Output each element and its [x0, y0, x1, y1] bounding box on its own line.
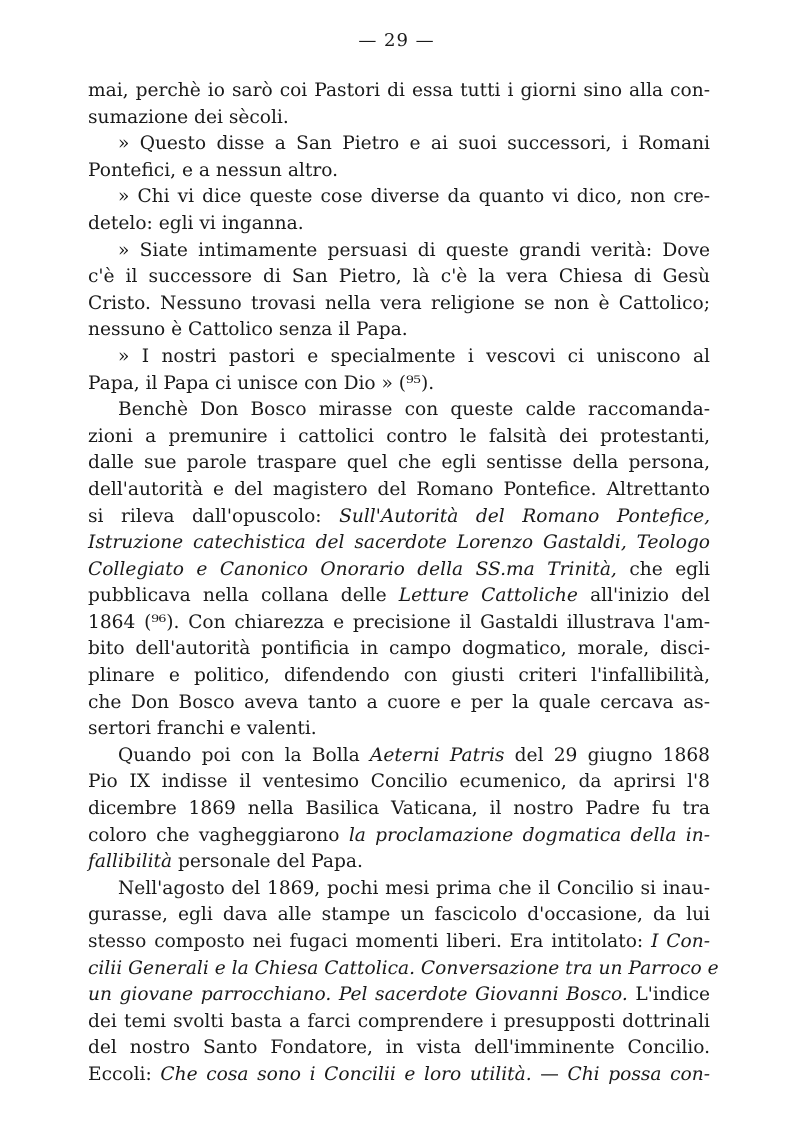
- text-line: che Don Bosco aveva tanto a cuore e per la quale cercava as-: [88, 691, 710, 713]
- text-line: dei temi svolti basta a farci comprendere i presupposti dottrinali: [88, 1010, 710, 1032]
- text-line: stesso composto nei fugaci momenti liberi. Era intitolato: I Con-: [88, 931, 710, 952]
- text-line: Nell'agosto del 1869, pochi mesi prima che il Concilio si inau-: [118, 877, 710, 899]
- text-line: si rileva dall'opuscolo: Sull'Autorità del Romano Pontefice,: [88, 505, 710, 527]
- text-line: dicembre 1869 nella Basilica Vaticana, il nostro Padre fu tra: [88, 798, 710, 820]
- text-line: detelo: egli vi inganna.: [88, 212, 304, 234]
- text-line: sumazione dei sècoli.: [88, 106, 289, 128]
- text-line: Quando poi con la Bolla Aeterni Patris del 29 giugno 1868: [118, 744, 710, 766]
- text-line: dell'autorità e del magistero del Romano Pontefice. Altrettanto: [88, 478, 710, 500]
- text-line: sertori franchi e valenti.: [88, 718, 317, 740]
- text-line: dalle sue parole traspare quel che egli sentisse della persona,: [88, 452, 710, 474]
- text-line: Benchè Don Bosco mirasse con queste calde raccomanda-: [118, 399, 710, 421]
- text-line: Cristo. Nessuno trovasi nella vera religione se non è Cattolico;: [88, 292, 710, 314]
- text-line: » I nostri pastori e specialmente i vescovi ci uniscono al: [118, 345, 710, 367]
- text-line: Istruzione catechistica del sacerdote Lorenzo Gastaldi, Teologo: [88, 532, 710, 554]
- text-body: [88, 78, 719, 1089]
- text-line: plinare e politico, difendendo con giusti criteri l'infallibilità,: [88, 665, 710, 687]
- text-line: Pio IX indisse il ventesimo Concilio ecumenico, da aprirsi l'8: [88, 771, 710, 793]
- text-line: bito dell'autorità pontificia in campo dogmatico, morale, disci-: [88, 638, 710, 660]
- text-line: nessuno è Cattolico senza il Papa.: [88, 319, 408, 341]
- text-line: c'è il successore di San Pietro, là c'è la vera Chiesa di Gesù: [88, 266, 710, 288]
- text-line: Pontefici, e a nessun altro.: [88, 159, 338, 181]
- page-number: — 29 —: [358, 30, 435, 51]
- text-line: gurasse, egli dava alle stampe un fascicolo d'occasione, da lui: [88, 904, 710, 926]
- text-line: pubblicava nella collana delle Letture Cattoliche all'inizio del: [88, 585, 711, 607]
- text-line: » Chi vi dice queste cose diverse da quanto vi dico, non cre-: [118, 186, 710, 208]
- text-line: Collegiato e Canonico Onorario della SS.ma Trinità, che egli: [88, 558, 710, 580]
- text-line: del nostro Santo Fondatore, in vista dell'imminente Concilio.: [88, 1037, 710, 1059]
- text-line: Eccoli: Che cosa sono i Concilii e loro utilità. — Chi possa con-: [88, 1063, 710, 1085]
- text-line: coloro che vagheggiarono la proclamazione dogmatica della in-: [88, 824, 710, 846]
- text-line: fallibilità personale del Papa.: [88, 851, 363, 873]
- text-line: Papa, il Papa ci unisce con Dio » (⁹⁵).: [88, 372, 435, 394]
- text-line: cilii Generali e la Chiesa Cattolica. Conversazione tra un Parroco e: [88, 957, 719, 979]
- text-line: 1864 (⁹⁶). Con chiarezza e precisione il Gastaldi illustrava l'am-: [88, 611, 710, 633]
- text-line: » Questo disse a San Pietro e ai suoi successori, i Romani: [118, 133, 710, 155]
- text-line: zioni a premunire i cattolici contro le falsità dei protestanti,: [88, 425, 710, 447]
- text-line: » Siate intimamente persuasi di queste grandi verità: Dove: [118, 239, 710, 261]
- text-line: un giovane parrocchiano. Pel sacerdote Giovanni Bosco. L'indice: [88, 984, 711, 1006]
- text-line: mai, perchè io sarò coi Pastori di essa tutti i giorni sino alla con-: [88, 80, 710, 101]
